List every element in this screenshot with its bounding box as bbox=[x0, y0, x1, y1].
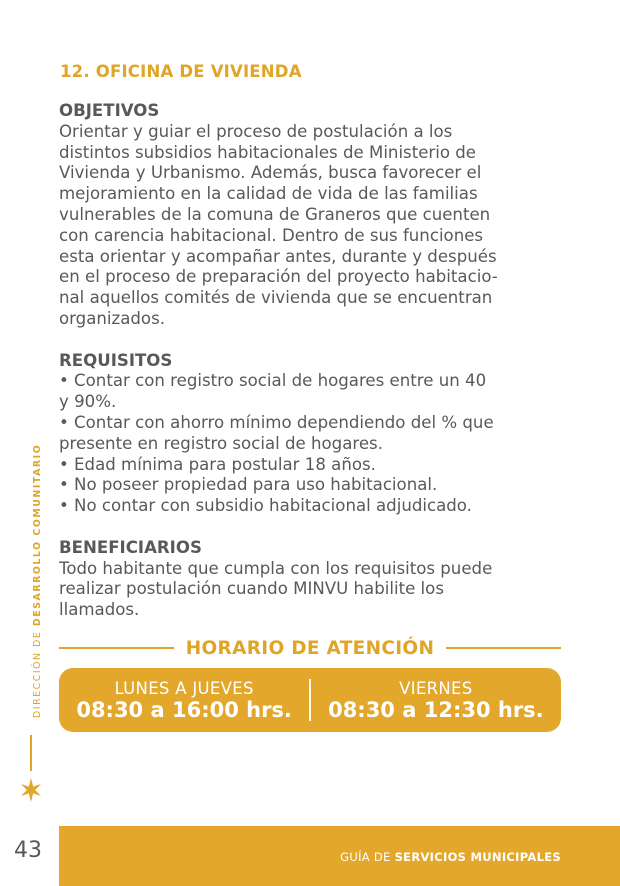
requisitos-line: • Contar con registro social de hogares entre un 40 bbox=[59, 371, 487, 391]
footer-prefix: GUÍA DE bbox=[340, 850, 395, 864]
requisitos-line: • No contar con subsidio habitacional adjudicado. bbox=[59, 496, 472, 516]
beneficiarios-paragraph bbox=[59, 559, 567, 621]
sidebar-department-label bbox=[32, 444, 43, 718]
slot-hours: 08:30 a 12:30 hrs. bbox=[328, 697, 544, 722]
objetivos-line: esta orientar y acompañar antes, durante y después bbox=[59, 246, 497, 266]
objetivos-heading: OBJETIVOS bbox=[59, 101, 160, 120]
requisitos-line: • Contar con ahorro mínimo dependiendo del % que bbox=[59, 412, 494, 432]
objetivos-line: Orientar y guiar el proceso de postulación a los bbox=[59, 121, 453, 141]
slot-days: LUNES A JUEVES bbox=[114, 678, 254, 698]
beneficiarios-line: realizar postulación cuando MINVU habilite los bbox=[59, 579, 444, 599]
objetivos-line: nal aquellos comités de vivienda que se encuentran bbox=[59, 288, 493, 308]
requisitos-list bbox=[59, 371, 567, 517]
sidebar-prefix: DIRECCIÓN DE bbox=[32, 626, 43, 718]
horario-header bbox=[59, 634, 561, 662]
section-title: 12. OFICINA DE VIVIENDA bbox=[60, 62, 302, 81]
objetivos-line: en el proceso de preparación del proyecto habitacio- bbox=[59, 267, 498, 287]
objetivos-line: Vivienda y Urbanismo. Además, busca favorecer el bbox=[59, 163, 482, 183]
horario-box bbox=[59, 668, 561, 732]
footer-bar bbox=[59, 826, 620, 886]
requisitos-line: • No poseer propiedad para uso habitacional. bbox=[59, 475, 438, 495]
page-number: 43 bbox=[14, 838, 42, 863]
spacer bbox=[59, 517, 567, 538]
requisitos-line: presente en registro social de hogares. bbox=[59, 433, 383, 453]
footer-title bbox=[340, 850, 561, 864]
objetivos-line: organizados. bbox=[59, 308, 165, 328]
objetivos-line: mejoramiento en la calidad de vida de las familias bbox=[59, 184, 478, 204]
beneficiarios-line: Todo habitante que cumpla con los requisitos puede bbox=[59, 558, 493, 578]
divider-line bbox=[446, 647, 561, 649]
beneficiarios-heading: BENEFICIARIOS bbox=[59, 537, 202, 557]
horario-slot-weekdays bbox=[59, 679, 309, 722]
sidebar-line bbox=[30, 735, 32, 771]
slot-divider bbox=[309, 679, 311, 721]
spacer bbox=[59, 330, 567, 351]
horario-slot-friday bbox=[311, 679, 561, 722]
slot-days: VIERNES bbox=[399, 678, 473, 698]
slot-hours: 08:30 a 16:00 hrs. bbox=[76, 697, 292, 722]
objetivos-line: con carencia habitacional. Dentro de sus funciones bbox=[59, 225, 484, 245]
sidebar-emphasis: DESARROLLO COMUNITARIO bbox=[32, 443, 43, 627]
requisitos-line: y 90%. bbox=[59, 392, 117, 412]
objetivos-line: distintos subsidios habitacionales de Ministerio de bbox=[59, 142, 477, 162]
star-icon bbox=[20, 778, 42, 802]
footer-emphasis: SERVICIOS MUNICIPALES bbox=[394, 850, 561, 864]
requisitos-heading: REQUISITOS bbox=[59, 350, 173, 370]
objetivos-line: vulnerables de la comuna de Graneros que cuenten bbox=[59, 204, 491, 224]
requisitos-line: • Edad mínima para postular 18 años. bbox=[59, 454, 376, 474]
content-body bbox=[59, 101, 567, 621]
horario-title: HORARIO DE ATENCIÓN bbox=[185, 637, 435, 659]
objetivos-paragraph bbox=[59, 122, 567, 330]
divider-line bbox=[59, 647, 174, 649]
beneficiarios-line: llamados. bbox=[59, 600, 140, 620]
